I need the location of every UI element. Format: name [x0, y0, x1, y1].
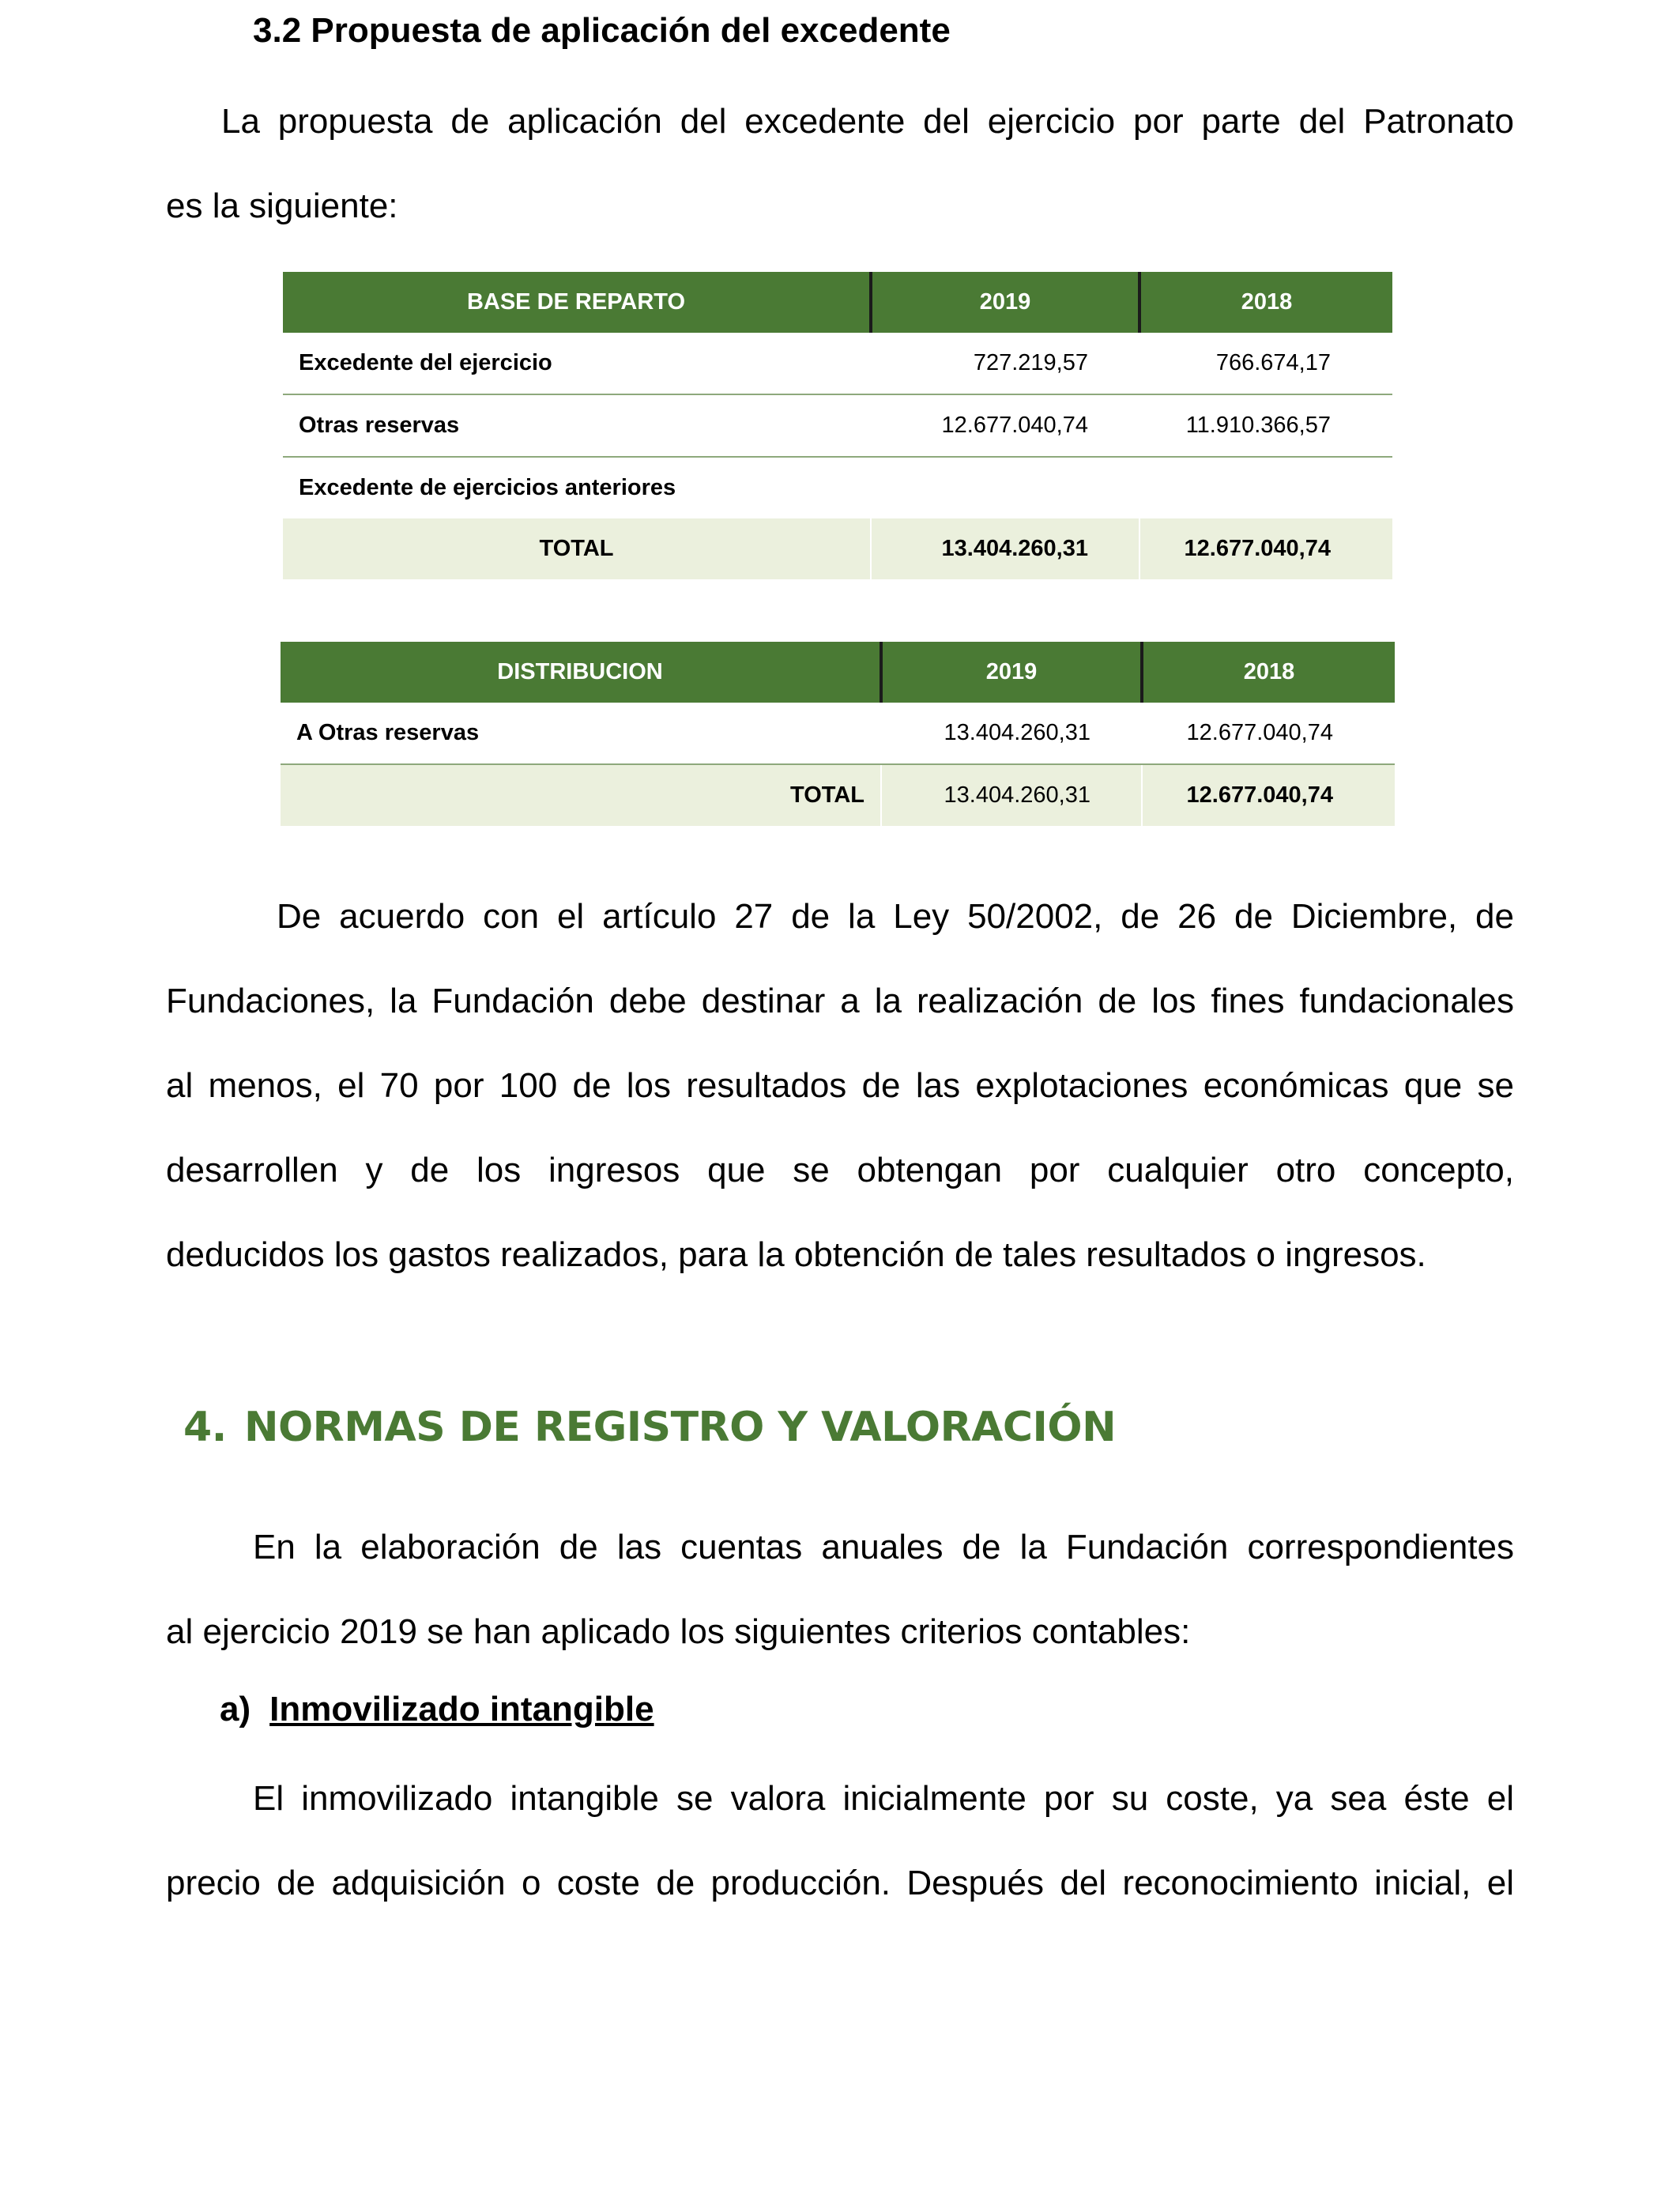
total-label: TOTAL — [283, 518, 871, 579]
row-value-2019: 12.677.040,74 — [871, 394, 1139, 457]
header-2019: 2019 — [881, 642, 1142, 703]
header-2019: 2019 — [871, 272, 1139, 333]
row-value-2019: 13.404.260,31 — [881, 703, 1142, 764]
table-header-row — [281, 642, 1395, 703]
total-value-2019: 13.404.260,31 — [881, 764, 1142, 826]
table-row — [283, 333, 1392, 394]
total-row — [283, 518, 1392, 579]
intro-line-1: La propuesta de aplicación del excedente del ejercicio por parte del Patronato — [221, 102, 1514, 141]
row-value-2018 — [1139, 457, 1392, 518]
section-4-intro-line-1: En la elaboración de las cuentas anuales de la Fundación correspondientes — [253, 1528, 1514, 1566]
section-4-heading — [183, 1404, 1116, 1451]
item-a-title: Inmovilizado intangible — [269, 1690, 654, 1728]
table-row — [283, 457, 1392, 518]
base-de-reparto-table — [283, 272, 1392, 579]
ley-line-5: deducidos los gastos realizados, para la obtención de tales resultados o ingresos. — [166, 1235, 1426, 1274]
total-row — [281, 764, 1395, 826]
distribucion-table — [281, 642, 1395, 826]
ley-line-4: desarrollen y de los ingresos que se obtengan por cualquier otro concepto, — [166, 1151, 1514, 1189]
ley-line-3: al menos, el 70 por 100 de los resultados de las explotaciones económicas que se — [166, 1066, 1514, 1105]
row-label: A Otras reservas — [281, 703, 881, 764]
row-label: Otras reservas — [283, 394, 871, 457]
section-4-intro — [166, 1505, 1514, 1674]
ley-line-2: Fundaciones, la Fundación debe destinar a la realización de los fines fundacionales — [166, 982, 1514, 1020]
intro-paragraph — [166, 79, 1514, 248]
item-a-heading — [220, 1690, 654, 1729]
item-a-line-2: precio de adquisición o coste de producción. Después del reconocimiento inicial, el — [166, 1864, 1514, 1902]
row-value-2018: 11.910.366,57 — [1139, 394, 1392, 457]
row-label: Excedente de ejercicios anteriores — [299, 475, 676, 500]
total-value-2018: 12.677.040,74 — [1139, 518, 1392, 579]
section-4-number: 4. — [183, 1404, 227, 1451]
header-2018: 2018 — [1139, 272, 1392, 333]
section-4-title: NORMAS DE REGISTRO Y VALORACIÓN — [243, 1404, 1117, 1451]
table-row — [283, 394, 1392, 457]
intro-line-2: es la siguiente: — [166, 187, 398, 225]
item-a-marker: a) — [220, 1690, 251, 1728]
item-a-line-1: El inmovilizado intangible se valora inicialmente por su coste, ya sea éste el — [253, 1779, 1514, 1818]
header-base-de-reparto: BASE DE REPARTO — [283, 272, 871, 333]
row-value-2018: 766.674,17 — [1139, 333, 1392, 394]
row-label: Excedente del ejercicio — [283, 333, 871, 394]
header-2018: 2018 — [1142, 642, 1395, 703]
row-value-2018: 12.677.040,74 — [1142, 703, 1395, 764]
ley-line-1: De acuerdo con el artículo 27 de la Ley 50/2002, de 26 de Diciembre, de — [277, 897, 1514, 936]
table-header-row — [283, 272, 1392, 333]
ley-paragraph — [166, 874, 1514, 1297]
row-value-2019 — [871, 457, 1139, 518]
total-label: TOTAL — [281, 764, 881, 826]
row-value-2019: 727.219,57 — [871, 333, 1139, 394]
table-row — [281, 703, 1395, 764]
section-3-2-heading: 3.2 Propuesta de aplicación del excedente — [253, 11, 951, 50]
total-value-2019: 13.404.260,31 — [871, 518, 1139, 579]
header-distribucion: DISTRIBUCION — [281, 642, 881, 703]
section-4-intro-line-2: al ejercicio 2019 se han aplicado los siguientes criterios contables: — [166, 1612, 1191, 1651]
item-a-paragraph — [166, 1756, 1514, 1925]
total-value-2018: 12.677.040,74 — [1142, 764, 1395, 826]
